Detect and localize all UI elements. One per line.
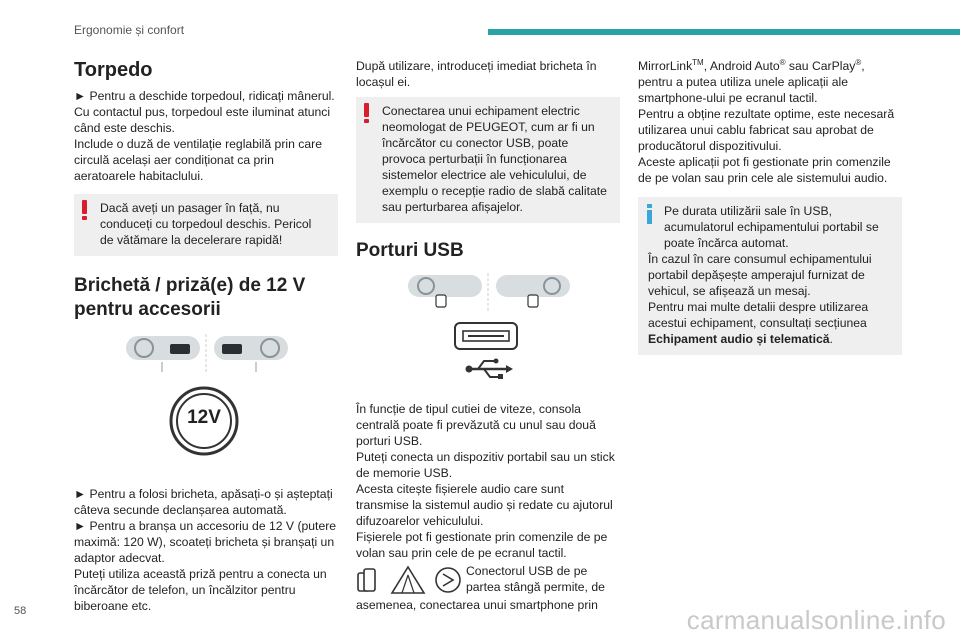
- info-end: .: [829, 332, 833, 346]
- lighter-heading: Brichetă / priză(e) de 12 V pentru accesorii: [74, 275, 306, 320]
- section-title: Ergonomie și confort: [74, 23, 185, 37]
- smartphone-app-icons: [356, 563, 464, 597]
- apps-para: Aceste aplicații pot fi gestionate prin comenzile de pe volan sau prin cele ale sistemului audio.: [638, 155, 891, 185]
- usb-left-text-b: partea stângă permite, de: [466, 580, 605, 594]
- watermark-text: carmanualsonline.info: [686, 605, 946, 635]
- usb-console-diagram: [356, 273, 620, 313]
- carplay-text: sau CarPlay: [785, 59, 856, 73]
- usb-info-box: [638, 197, 902, 355]
- torpedo-heading: Torpedo: [74, 59, 153, 81]
- usb-para-2: Puteți conecta un dispozitiv portabil sau un stick de memorie USB.: [356, 450, 615, 480]
- mirrorlink-para: [638, 58, 902, 106]
- usb-heading: Porturi USB: [356, 240, 464, 261]
- registered-mark-1: ®: [779, 57, 786, 67]
- torpedo-para-3: Include o duză de ventilație reglabilă prin care circulă același aer condiționat ca prin aeratoarele habitaclului.: [74, 137, 322, 183]
- usb-console-icon: [356, 273, 620, 313]
- mirrorlink-text: MirrorLink: [638, 59, 693, 73]
- lighter-para-1: ► Pentru a folosi bricheta, apăsați-o și așteptați câteva secunde declanșarea automată.: [74, 487, 333, 517]
- usb-left-text-c: asemenea, conectarea unui smartphone prin: [356, 598, 598, 612]
- usb-para-3: Acesta citește fișierele audio care sunt transmise la sistemul audio și redate cu ajutorul difuzoarelor vehiculului.: [356, 482, 613, 528]
- column-3: [638, 58, 902, 355]
- usb-warning-text: Conectarea unui echipament electric neomologat de PEUGEOT, cum ar fi un încărcător cu conector USB, poate provoca perturbații în funcționarea sistemelor electrice ale vehiculului, de exemplu o recepție radio de slabă calitate sau perturbarea afișajelor.: [382, 104, 607, 214]
- registered-mark-2: ®: [855, 57, 862, 67]
- info-para-2: În cazul în care consumul echipamentului portabil depășește amperajul furnizat de vehicul, se afișează un mesaj.: [648, 252, 872, 298]
- torpedo-para-2: Cu contactul pus, torpedoul este iluminat atunci când este deschis.: [74, 105, 331, 135]
- cable-para: Pentru a obține rezultate optime, este necesară utilizarea unui cablu fabricat sau aprobat de producătorul dispozitivului.: [638, 107, 895, 153]
- usb-warning-box: [356, 97, 620, 223]
- android-auto-text: , Android Auto: [703, 59, 780, 73]
- info-para-1: Pe durata utilizării sale în USB, acumulatorul echipamentului portabil se poate încărca automat.: [664, 204, 879, 250]
- torpedo-warning-box: [74, 194, 338, 256]
- console-diagram-icon: [74, 332, 338, 376]
- mirrorlink-para-end: , pentru a putea utiliza unele aplicații ale smartphone-ului pe ecranul tactil.: [638, 59, 865, 105]
- lighter-intro: După utilizare, introduceți imediat bricheta în locașul ei.: [356, 59, 597, 89]
- tm-mark: TM: [692, 57, 704, 67]
- info-para-4: [648, 331, 892, 347]
- column-2: [356, 58, 620, 613]
- usb-para-4: Fișierele pot fi gestionate prin comenzile de pe volan sau prin cele de pe ecranul tactil.: [356, 530, 608, 560]
- page-number: 58: [14, 605, 27, 617]
- torpedo-para-1: ► Pentru a deschide torpedoul, ridicați mânerul.: [74, 89, 335, 103]
- usb-para-1: În funcție de tipul cutiei de viteze, consola centrală poate fi prevăzută cu unul sau două porturi USB.: [356, 402, 596, 448]
- usb-port-diagram: [356, 321, 620, 383]
- torpedo-warning-text: Dacă aveți un pasager în față, nu conduceți cu torpedoul deschis. Pericol de vătămare la decelerare rapidă!: [100, 201, 312, 247]
- console-diagram: [74, 332, 338, 376]
- socket-12v: [74, 384, 338, 462]
- column-1: [74, 58, 338, 614]
- usb-port-icon: [356, 321, 620, 383]
- smartphone-row: [356, 563, 620, 597]
- socket-label: 12V: [187, 407, 221, 428]
- header-accent-bar: [488, 29, 960, 35]
- lighter-para-2: ► Pentru a branșa un accesoriu de 12 V (putere maximă: 120 W), scoateți bricheta și branșați un adaptor adecvat.: [74, 519, 337, 565]
- warning-icon: [364, 103, 369, 123]
- lighter-para-3: Puteți utiliza această priză pentru a conecta un încărcător de telefon, un încălzitor pentru biberoane etc.: [74, 567, 327, 613]
- warning-icon: [82, 200, 87, 220]
- usb-left-text-a: Conectorul USB de pe: [466, 564, 588, 578]
- info-icon: [647, 204, 652, 224]
- info-para-3: Pentru mai multe detalii despre utilizarea acestui echipament, consultați secțiunea: [648, 300, 869, 330]
- info-bold-link: Echipament audio și telematică: [648, 332, 830, 346]
